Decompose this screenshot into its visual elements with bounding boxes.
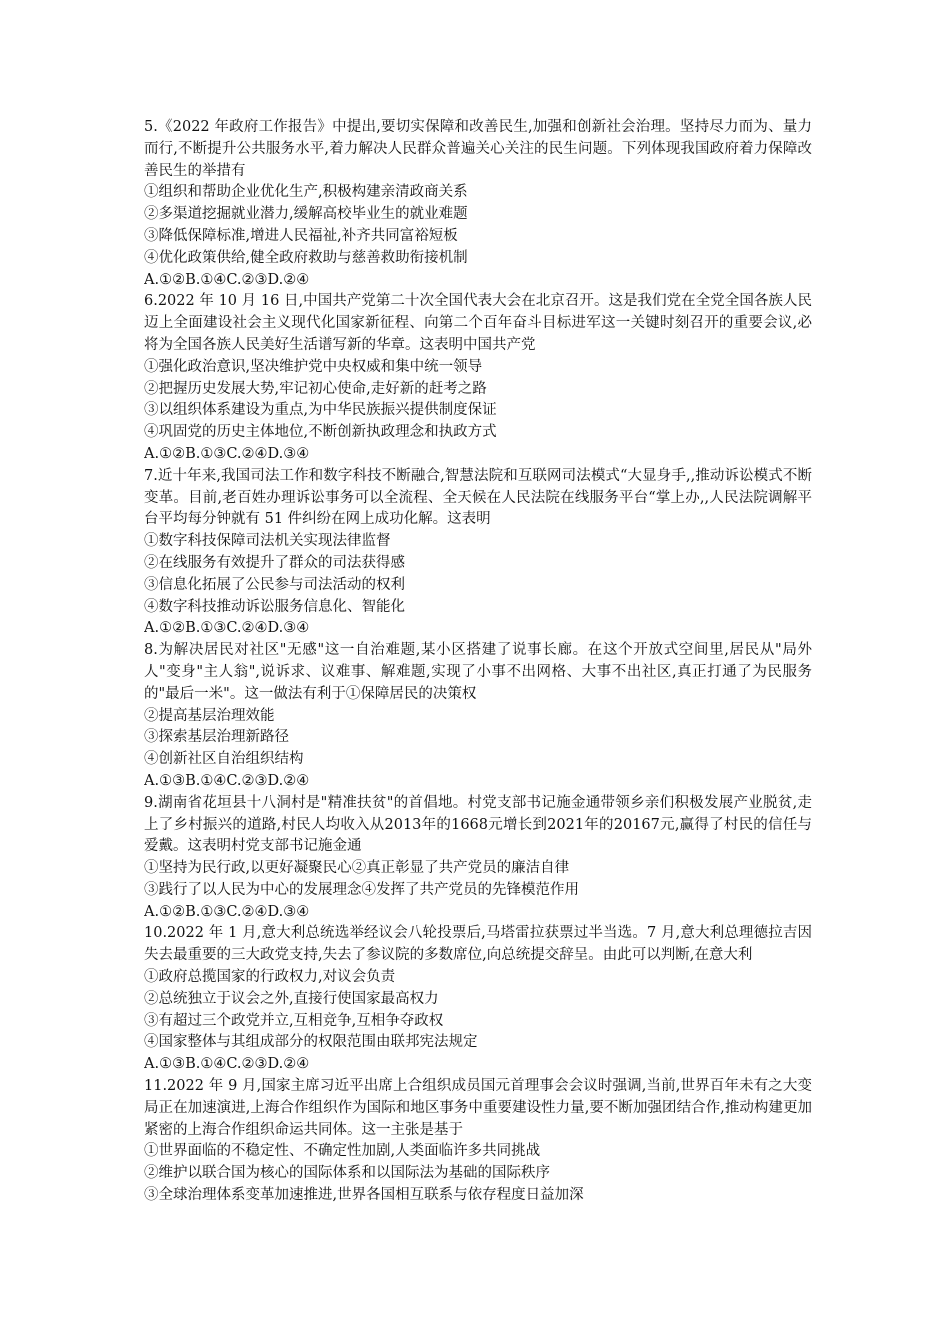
option-item: ③践行了以人民为中心的发展理念④发挥了共产党员的先锋模范作用 (144, 881, 579, 898)
exam-page (144, 117, 812, 1207)
option-item: ①强化政治意识,坚决维护党中央权威和集中统一领导 (144, 358, 483, 375)
answer-choices: A.①②B.①④C.②③D.②④ (144, 271, 310, 288)
option-item: ④巩固党的历史主体地位,不断创新执政理念和执政方式 (144, 424, 497, 441)
question-stem: 5.《2022 年政府工作报告》中提出,要切实保障和改善民生,加强和创新社会治理。坚持尽力而为、量力而行,不断提升公共服务水平,着力解决人民群众普遍关心关注的民生问题。下列体现我国政府着力保障改善民生的举措有 (144, 119, 812, 179)
question-6 (144, 291, 812, 465)
answer-choices: A.①③B.①④C.②③D.②④ (144, 1056, 310, 1073)
answer-choices: A.①②B.①③C.②④D.③④ (144, 903, 310, 920)
question-8 (144, 640, 812, 793)
answer-choices: A.①②B.①③C.②④D.③④ (144, 620, 310, 637)
question-stem: 7.近十年来,我国司法工作和数字科技不断融合,智慧法院和互联网司法模式“大显身手,,推动诉讼模式不断变革。目前,老百姓办理诉讼事务可以全流程、全天候在人民法院在线服务平台“掌上办,,人民法院调解平台平均每分钟就有 51 件纠纷在网上成功化解。这表明 (144, 467, 812, 528)
option-item: ①坚持为民行政,以更好凝聚民心②真正彰显了共产党员的廉洁自律 (144, 860, 570, 877)
answer-choices: A.①②B.①③C.②④D.③④ (144, 445, 310, 462)
option-item: ③以组织体系建设为重点,为中华民族振兴提供制度保证 (144, 402, 497, 419)
option-item: ④优化政策供给,健全政府救助与慈善救助衔接机制 (144, 249, 468, 266)
question-10 (144, 923, 812, 1076)
option-item: ③降低保障标准,增进人民福祉,补齐共同富裕短板 (144, 227, 458, 244)
question-9 (144, 793, 812, 924)
question-11 (144, 1076, 812, 1207)
option-item: ③探索基层治理新路径 (144, 729, 289, 746)
option-item: ④国家整体与其组成部分的权限范围由联邦宪法规定 (144, 1034, 478, 1051)
option-item: ②维护以联合国为核心的国际体系和以国际法为基础的国际秩序 (144, 1165, 550, 1182)
option-item: ④数字科技推动诉讼服务信息化、智能化 (144, 598, 405, 615)
question-stem: 9.湖南省花垣县十八洞村是"精准扶贫"的首倡地。村党支部书记施金通带领乡亲们积极发展产业脱贫,走上了乡村振兴的道路,村民人均收入从2013年的1668元增长到2021年的20167元,赢得了村民的信任与爱戴。这表明村党支部书记施金通 (144, 794, 812, 855)
question-stem: 10.2022 年 1 月,意大利总统选举经议会八轮投票后,马塔雷拉获票过半当选。7 月,意大利总理德拉吉因失去最重要的三大政党支持,失去了参议院的多数席位,向总统提交辞呈。由此可以判断,在意大利 (144, 925, 812, 964)
question-7 (144, 466, 812, 640)
option-item: ①世界面临的不稳定性、不确定性加剧,人类面临许多共同挑战 (144, 1143, 541, 1160)
option-item: ②总统独立于议会之外,直接行使国家最高权力 (144, 990, 439, 1007)
option-item: ①数字科技保障司法机关实现法律监督 (144, 533, 391, 550)
question-stem: 11.2022 年 9 月,国家主席习近平出席上合组织成员国元首理事会会议时强调,当前,世界百年未有之大变局正在加速演进,上海合作组织作为国际和地区事务中重要建设性力量,要不断加强团结合作,推动构建更加紧密的上海合作组织命运共同体。这一主张是基于 (144, 1078, 812, 1138)
question-5 (144, 117, 812, 291)
option-item: ②多渠道挖掘就业潜力,缓解高校毕业生的就业难题 (144, 206, 468, 223)
option-item: ②在线服务有效提升了群众的司法获得感 (144, 554, 405, 571)
option-item: ①政府总揽国家的行政权力,对议会负责 (144, 969, 396, 986)
question-stem: 8.为解决居民对社区"无感"这一自治难题,某小区搭建了说事长廊。在这个开放式空间里,居民从"局外人"变身"主人翁",说诉求、议难事、解难题,实现了小事不出网格、大事不出社区,真正打通了为民服务的"最后一米"。这一做法有利于①保障居民的决策权 (144, 642, 812, 702)
option-item: ③信息化拓展了公民参与司法活动的权利 (144, 576, 405, 593)
option-item: ②把握历史发展大势,牢记初心使命,走好新的赶考之路 (144, 380, 487, 397)
option-item: ①组织和帮助企业优化生产,积极构建亲清政商关系 (144, 184, 468, 201)
option-item: ③全球治理体系变革加速推进,世界各国相互联系与依存程度日益加深 (144, 1187, 584, 1204)
option-item: ④创新社区自治组织结构 (144, 751, 304, 768)
option-item: ②提高基层治理效能 (144, 707, 275, 724)
option-item: ③有超过三个政党并立,互相竞争,互相争夺政权 (144, 1012, 444, 1029)
question-stem: 6.2022 年 10 月 16 日,中国共产党第二十次全国代表大会在北京召开。这是我们党在全党全国各族人民迈上全面建设社会主义现代化国家新征程、向第二个百年奋斗目标进军这一关键时刻召开的重要会议,必将为全国各族人民美好生活谱写新的华章。这表明中国共产党 (144, 293, 812, 353)
answer-choices: A.①③B.①④C.②③D.②④ (144, 772, 310, 789)
